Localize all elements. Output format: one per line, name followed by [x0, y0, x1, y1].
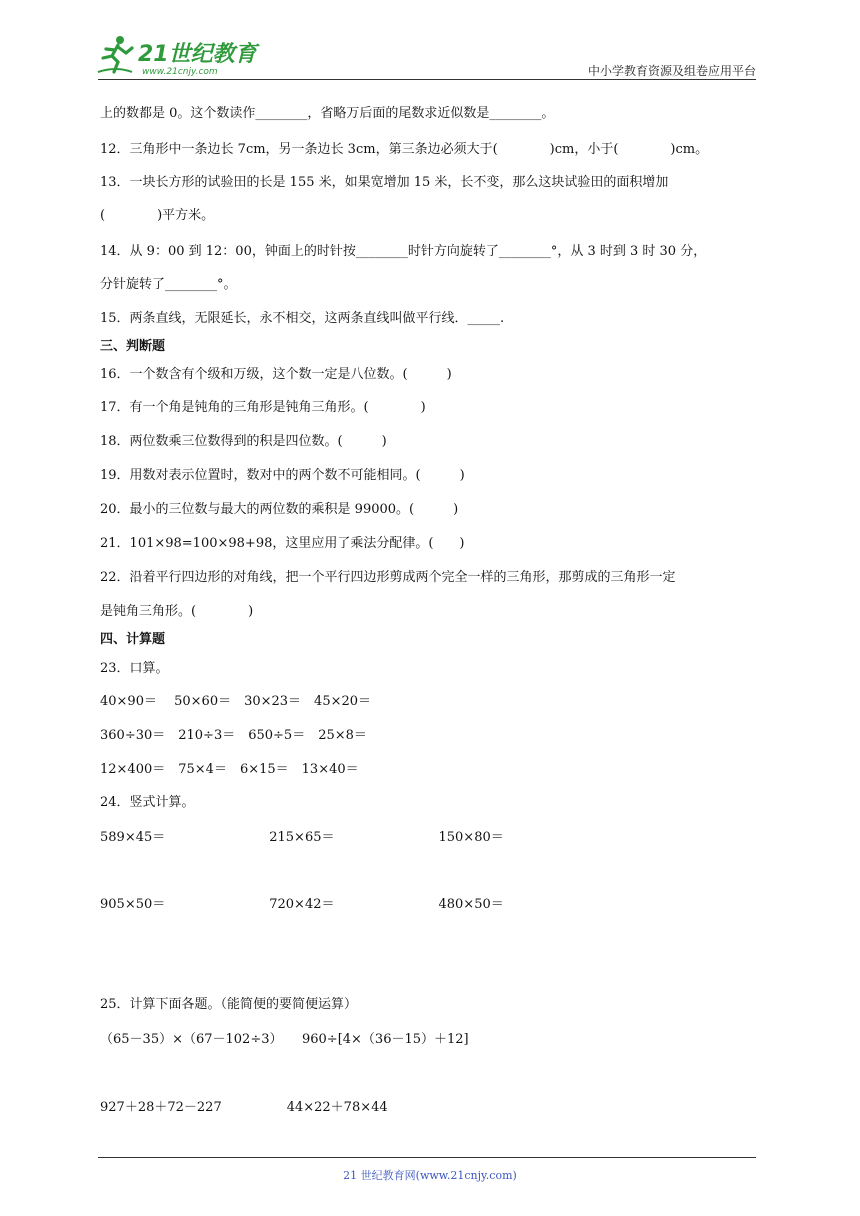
question-19: 19．用数对表示位置时，数对中的两个数不可能相同。( )	[100, 468, 465, 483]
question-17: 17．有一个角是钝角的三角形是钝角三角形。( )	[100, 400, 426, 415]
site-logo	[96, 32, 266, 78]
footer-text: 21 世纪教育网(www.21cnjy.com)	[343, 1169, 517, 1182]
question-13-continued: ( )平方米。	[100, 208, 215, 223]
question-23: 23．口算。	[100, 661, 169, 676]
question-16: 16．一个数含有个级和万级，这个数一定是八位数。( )	[100, 367, 452, 382]
calc-row-1: （65－35）×（67－102÷3） 960÷[4×（36－15）＋12]	[100, 1032, 469, 1047]
question-14-continued: 分针旋转了________°。	[100, 277, 237, 292]
footer-rule	[98, 1157, 756, 1158]
oral-calc-row-3: 12×400＝ 75×4＝ 6×15＝ 13×40＝	[100, 762, 359, 777]
question-15: 15．两条直线，无限延长，永不相交，这两条直线叫做平行线．_____.	[100, 311, 505, 326]
vertical-calc-row-2: 905×50＝ 720×42＝ 480×50＝	[100, 897, 504, 912]
question-12: 12．三角形中一条边长 7cm，另一条边长 3cm，第三条边必须大于( )cm，小于( )cm。	[100, 142, 709, 157]
question-25: 25．计算下面各题。（能简便的要简便运算）	[100, 997, 358, 1012]
question-22-continued: 是钝角三角形。( )	[100, 604, 254, 619]
section-calculation-heading: 四、计算题	[100, 632, 166, 647]
logo-url: www.21cnjy.com	[142, 67, 218, 77]
question-18: 18．两位数乘三位数得到的积是四位数。( )	[100, 434, 387, 449]
question-24: 24．竖式计算。	[100, 795, 195, 810]
question-22: 22．沿着平行四边形的对角线，把一个平行四边形剪成两个完全一样的三角形，那剪成的三角形一定	[100, 570, 676, 585]
section-judgement-heading: 三、判断题	[100, 339, 166, 354]
calc-row-2: 927＋28＋72－227 44×22＋78×44	[100, 1100, 388, 1115]
oral-calc-row-2: 360÷30＝ 210÷3＝ 650÷5＝ 25×8＝	[100, 728, 367, 743]
question-21: 21．101×98=100×98+98，这里应用了乘法分配律。( )	[100, 536, 465, 551]
platform-name: 中小学教育资源及组卷应用平台	[587, 64, 756, 78]
question-14: 14．从 9：00 到 12：00，钟面上的时针按________时针方向旋转了________°，从 3 时到 3 时 30 分，	[100, 244, 707, 259]
oral-calc-row-1: 40×90＝ 50×60＝ 30×23＝ 45×20＝	[100, 694, 372, 709]
question-20: 20．最小的三位数与最大的两位数的乘积是 99000。( )	[100, 502, 459, 517]
vertical-calc-row-1: 589×45＝ 215×65＝ 150×80＝	[100, 830, 504, 845]
runner-icon	[98, 36, 132, 72]
question-11-continued: 上的数都是 0。这个数读作________，省略万后面的尾数求近似数是________。	[100, 106, 555, 121]
logo-text: 21世纪教育	[138, 42, 257, 67]
question-13: 13．一块长方形的试验田的长是 155 米，如果宽增加 15 米，长不变，那么这块试验田的面积增加	[100, 175, 669, 190]
header-rule	[98, 79, 756, 80]
